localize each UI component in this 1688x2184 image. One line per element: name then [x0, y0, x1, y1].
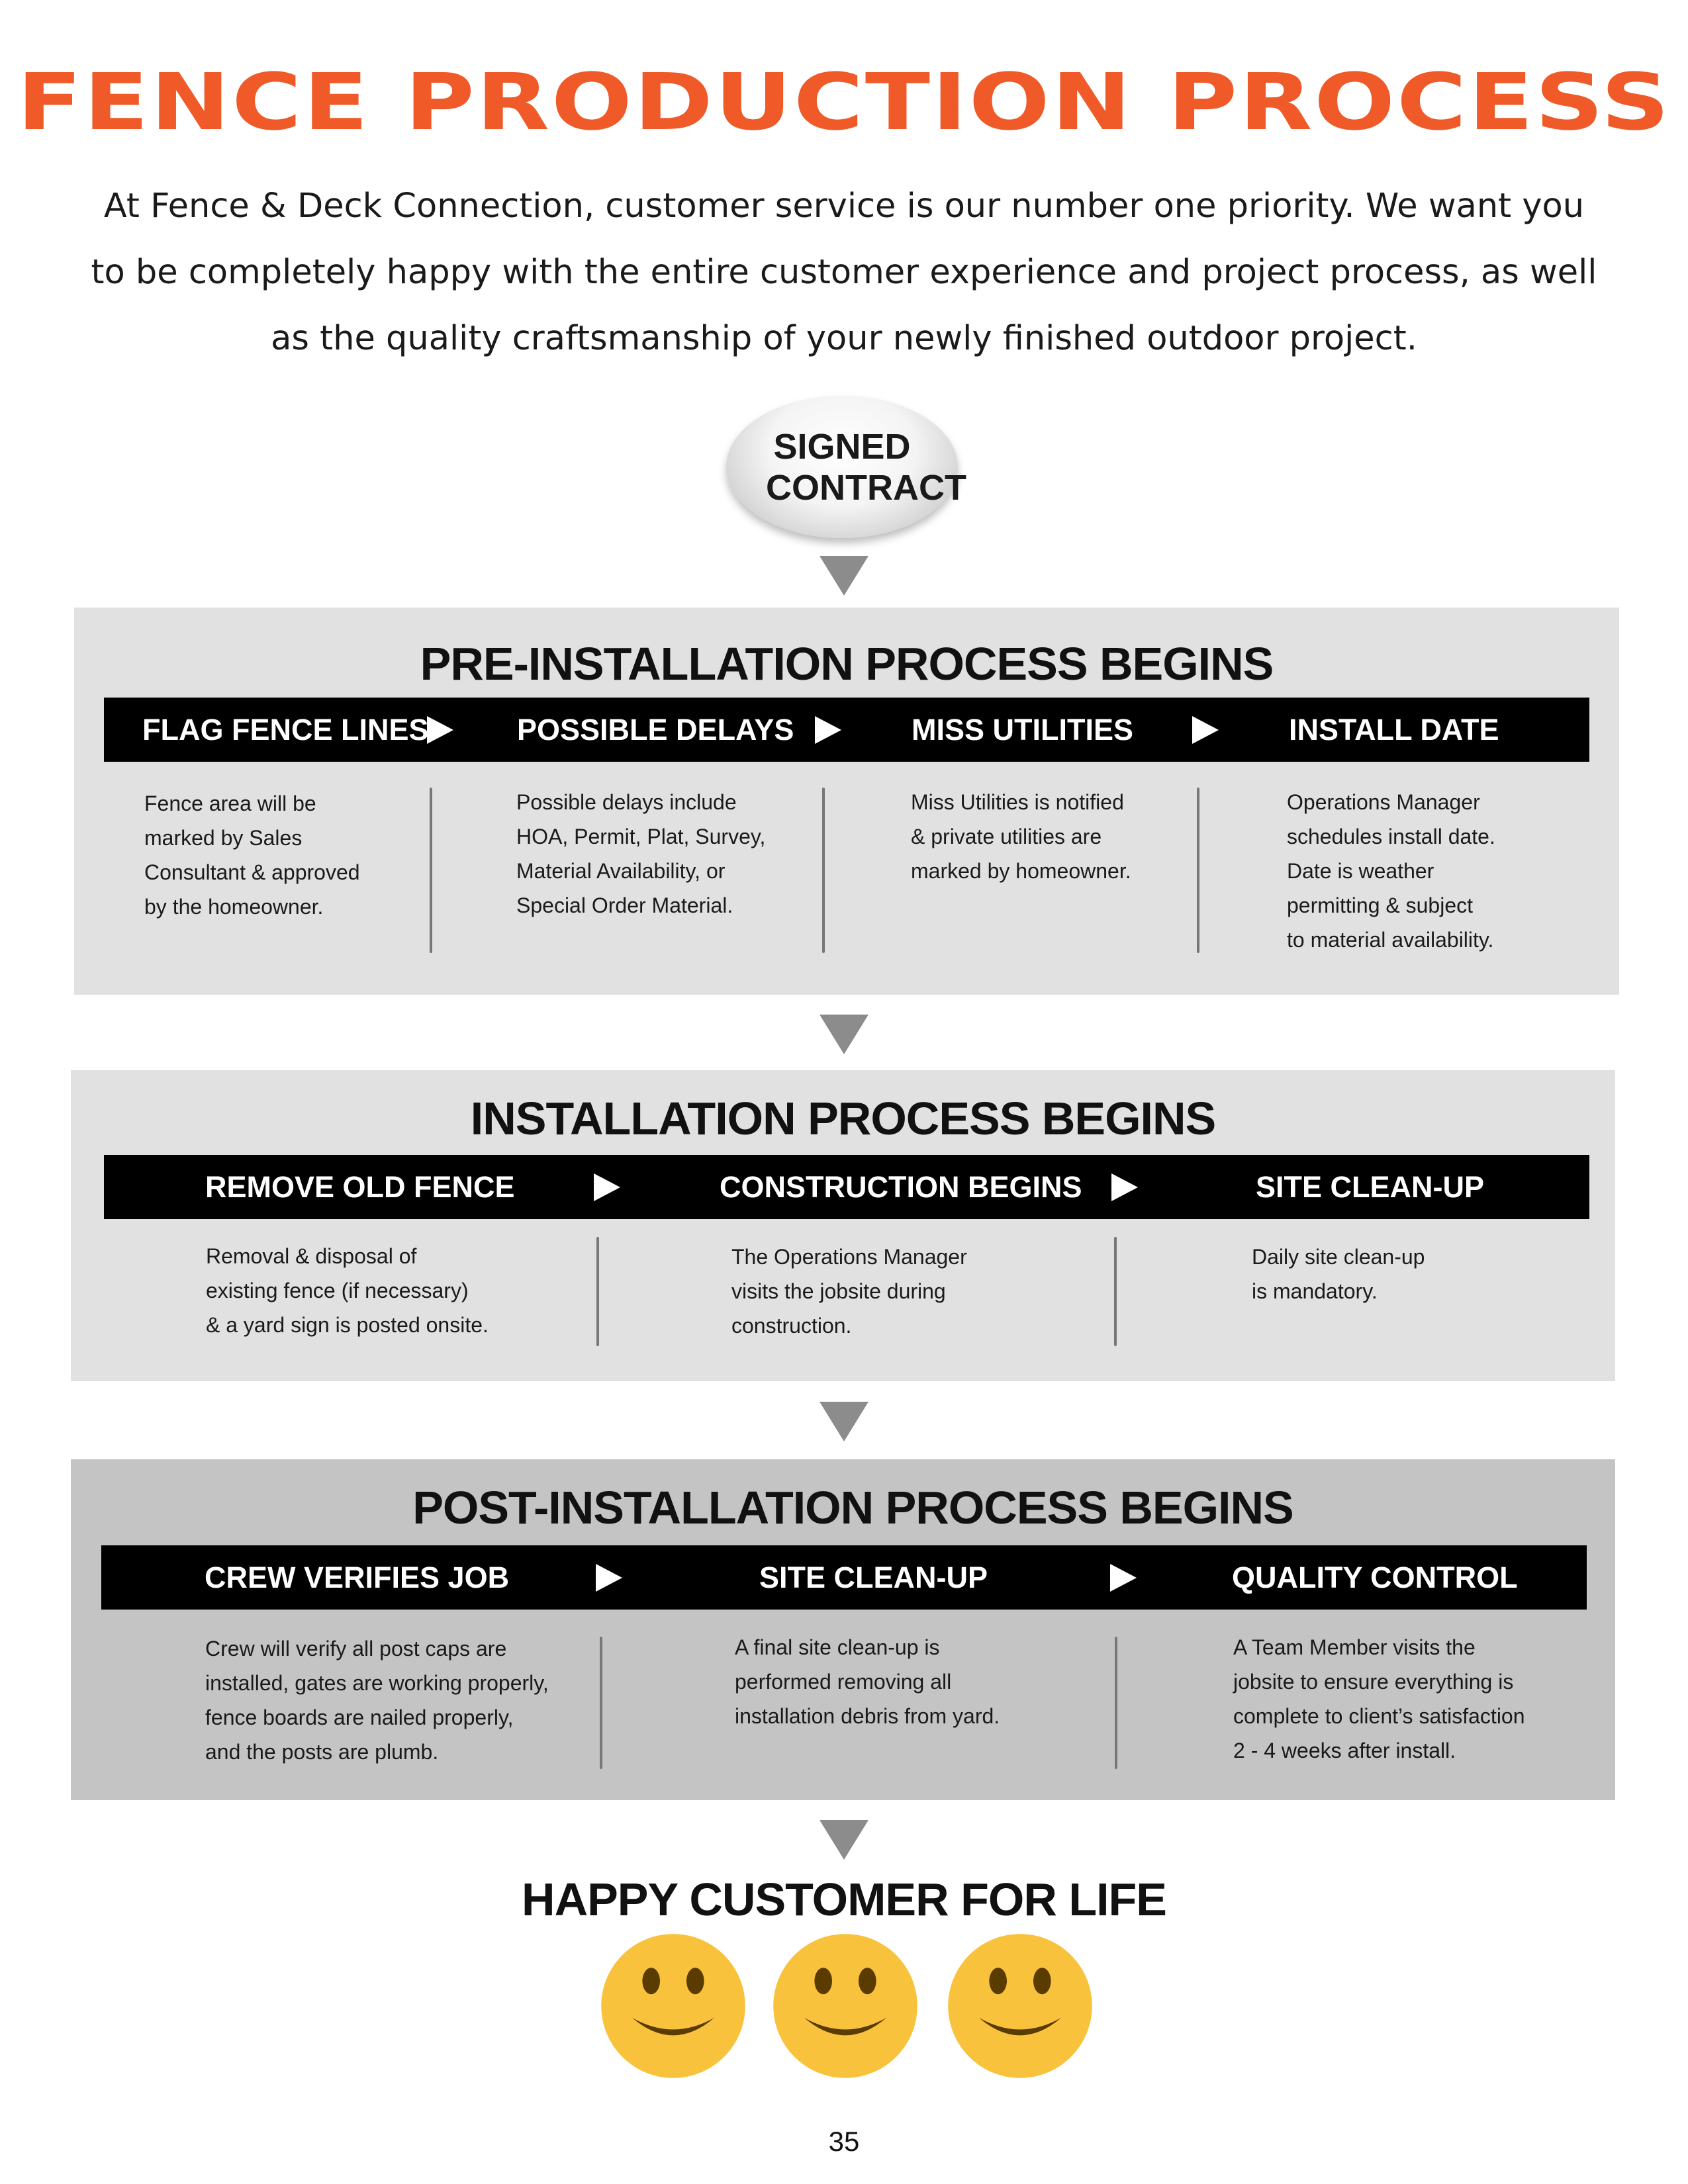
step-remove-old-fence: REMOVE OLD FENCE — [205, 1170, 515, 1204]
step-description: Fence area will be marked by Sales Consultant & approved by the homeowner. — [144, 792, 360, 919]
step-miss-utilities: MISS UTILITIES — [912, 713, 1134, 747]
step-bar — [104, 698, 1589, 762]
intro-paragraph: At Fence & Deck Connection, customer service is our number one priority. We want you to be completely happy with the entire customer experience and project process, as well as the quality craftsmanship of your newly finished outdoor project. — [91, 187, 1597, 358]
divider — [1115, 1637, 1117, 1769]
divider — [596, 1237, 599, 1346]
play-arrow-icon — [1111, 1173, 1138, 1201]
down-arrow-icon — [820, 556, 868, 596]
signed-contract-node — [726, 396, 966, 538]
play-arrow-icon — [427, 716, 453, 744]
step-bar — [104, 1155, 1589, 1219]
page-number: 35 — [828, 2126, 860, 2157]
down-arrow-icon — [820, 1402, 868, 1441]
step-quality-control: QUALITY CONTROL — [1232, 1561, 1518, 1594]
step-description: Miss Utilities is notified & private utilities are marked by homeowner. — [911, 790, 1131, 883]
step-possible-delays: POSSIBLE DELAYS — [517, 713, 794, 747]
step-construction-begins: CONSTRUCTION BEGINS — [720, 1170, 1082, 1204]
page-title: FENCE PRODUCTION PROCESS — [17, 56, 1671, 148]
section-title: INSTALLATION PROCESS BEGINS — [470, 1093, 1216, 1144]
step-site-clean-up: SITE CLEAN-UP — [759, 1561, 988, 1594]
divider — [430, 788, 432, 953]
step-bar — [101, 1545, 1587, 1610]
down-arrow-icon — [820, 1820, 868, 1860]
section-title: POST-INSTALLATION PROCESS BEGINS — [412, 1482, 1293, 1533]
pre-installation-panel — [74, 608, 1619, 995]
smiley-face-icon — [947, 1933, 1094, 2079]
step-description: Removal & disposal of existing fence (if necessary) & a yard sign is posted onsite. — [206, 1244, 489, 1337]
section-title: PRE-INSTALLATION PROCESS BEGINS — [420, 638, 1274, 690]
step-description: Crew will verify all post caps are installed, gates are working properly, fence boards are nailed properly, and the posts are plumb. — [205, 1637, 549, 1764]
step-install-date: INSTALL DATE — [1289, 713, 1499, 747]
step-description: A final site clean-up is performed removing all installation debris from yard. — [735, 1635, 1000, 1728]
down-arrow-icon — [820, 1015, 868, 1054]
step-flag-fence-lines: FLAG FENCE LINES — [142, 713, 429, 747]
post-installation-panel — [71, 1459, 1615, 1800]
divider — [600, 1637, 602, 1769]
installation-panel — [71, 1070, 1615, 1381]
smiley-face-icon — [772, 1933, 919, 2079]
play-arrow-icon — [815, 716, 841, 744]
play-arrow-icon — [594, 1173, 620, 1201]
step-description: The Operations Manager visits the jobsite during construction. — [731, 1245, 967, 1338]
play-arrow-icon — [1110, 1564, 1137, 1592]
step-crew-verifies-job: CREW VERIFIES JOB — [205, 1561, 510, 1594]
smiley-face-icon — [600, 1933, 747, 2079]
happy-customer-heading: HAPPY CUSTOMER FOR LIFE — [522, 1874, 1166, 1925]
play-arrow-icon — [596, 1564, 622, 1592]
divider — [1197, 788, 1199, 953]
divider — [1114, 1237, 1117, 1346]
play-arrow-icon — [1192, 716, 1219, 744]
divider — [822, 788, 825, 953]
signed-contract-label: SIGNED CONTRACT — [766, 426, 966, 508]
step-description: Operations Manager schedules install date. Date is weather permitting & subject to material availability. — [1287, 790, 1495, 952]
step-description: Daily site clean-up is mandatory. — [1252, 1245, 1425, 1303]
step-description: Possible delays include HOA, Permit, Plat, Survey, Material Availability, or Special Order Material. — [516, 790, 766, 917]
step-description: A Team Member visits the jobsite to ensure everything is complete to client’s satisfaction 2 - 4 weeks after install. — [1233, 1635, 1525, 1762]
step-site-clean-up: SITE CLEAN-UP — [1256, 1170, 1485, 1204]
